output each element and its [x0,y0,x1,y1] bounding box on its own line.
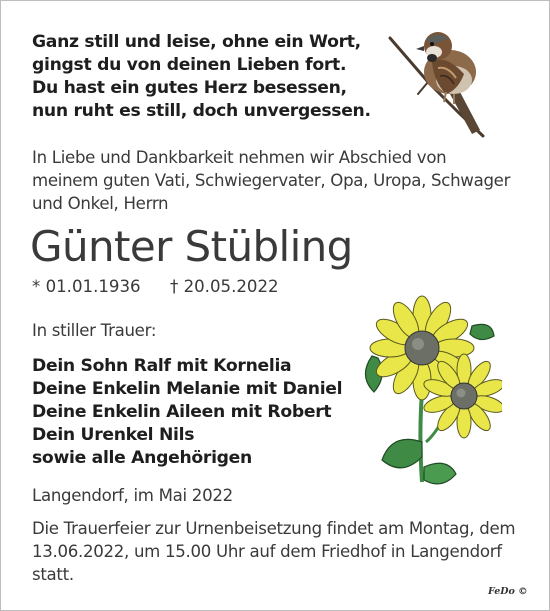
service-line: Die Trauerfeier zur Urnenbeisetzung findet am Montag, dem [32,519,516,538]
sparrow-icon [388,24,513,142]
intro-line: In Liebe und Dankbarkeit nehmen wir Abschied von [32,148,447,167]
intro-text [32,146,522,215]
mourner: Dein Urenkel Nils [32,425,195,445]
mourning-label: In stiller Trauer: [32,321,157,340]
place-date: Langendorf, im Mai 2022 [32,486,233,505]
service-info [32,517,515,586]
intro-line: und Onkel, Herrn [32,194,169,213]
service-line: 13.06.2022, um 15.00 Uhr auf dem Friedhof in Langendorf [32,542,502,561]
mourner: sowie alle Angehörigen [32,448,252,468]
life-dates [32,277,279,296]
mourner: Deine Enkelin Melanie mit Daniel [32,379,343,399]
mourner: Dein Sohn Ralf mit Kornelia [32,356,292,376]
poem-line: Du hast ein gutes Herz besessen, [32,78,347,98]
poem [32,31,371,123]
deceased-name: Günter Stübling [30,222,353,271]
publisher-signature: FeDo © [488,586,528,597]
service-line: statt. [32,565,74,584]
birth-date: * 01.01.1936 [32,277,141,296]
intro-line: meinem guten Vati, Schwiegervater, Opa, Uropa, Schwager [32,171,511,190]
poem-line: Ganz still und leise, ohne ein Wort, [32,32,361,52]
death-date: † 20.05.2022 [170,277,279,296]
sunflowers-icon [352,292,502,492]
poem-line: gingst du von deinen Lieben fort. [32,55,347,75]
mourners-list [32,355,342,470]
mourner: Deine Enkelin Aileen mit Robert [32,402,332,422]
poem-line: nun ruht es still, doch unvergessen. [32,101,371,121]
